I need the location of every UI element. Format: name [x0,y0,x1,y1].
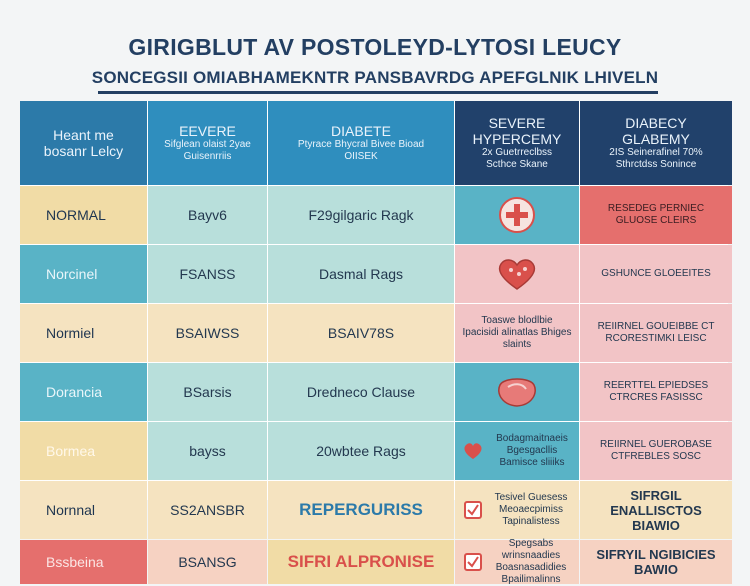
column-header-2 [268,101,454,185]
table-cell [580,245,732,303]
cell-text: REIIRNEL GUEROBASE CTFREBLES SOSC [600,439,712,462]
table-cell: Bormea [20,422,147,480]
table-cell: Dredneco Clause [268,363,454,421]
column-header-label: DIABECY GLABEMY [622,115,690,147]
table-cell: Dasmal Rags [268,245,454,303]
cell-text: Bodagmaitnaeis Bgesgacllis Bamisce sliiiks [496,433,568,468]
cell-text: SIFRGIL ENALLISCTOS BIAWIO [610,487,702,533]
table-cell: SIFRI ALPRONISE [268,540,454,584]
column-header-4 [580,101,732,185]
cell-text: REERTTEL EPIEDSES CTRCRES FASISSC [603,380,709,403]
table-cell [580,186,732,244]
table-cell: Normiel [20,304,147,362]
column-header-label: Heant me [53,127,114,143]
table-cell: SS2ANSBR [148,481,267,539]
column-header-3 [455,101,579,185]
cell-text: RESEDEG PERNIEC GLUOSE CLEIRS [607,203,705,226]
cell-text: SIFRYIL NGIBICIES BAWIO [596,547,716,577]
table-cell [455,186,579,244]
table-cell: REPERGURISS [268,481,454,539]
cell-text: REIIRNEL GOUEIBBE CT RCORESTIMKI LEISC [597,321,715,344]
table-cell: 20wbtee Rags [268,422,454,480]
heart-icon [459,247,575,301]
cell-text: Tesivel Guesess Meoaecpimiss Tapinalistess [494,492,568,527]
column-header-0 [20,101,147,185]
table-cell [455,540,579,584]
table-cell: Nornnal [20,481,147,539]
table-cell: BSAIWSS [148,304,267,362]
table-cell [580,304,732,362]
cell-text: Toaswe blodlbie Ipacisidi alinatlas Bhiges slaints [462,315,572,350]
comparison-table [20,101,728,585]
cell-text: GSHUNCE GLOEEITES [601,268,711,279]
table-cell [580,481,732,539]
table-cell [455,363,579,421]
page-title: GIRIGBLUT AV POSTOLEYD-LYTOSI LEUCY [128,34,622,60]
table-cell: BSANSG [148,540,267,584]
table-cell: BSarsis [148,363,267,421]
page-subtitle: SONCEGSII OMIABHAMEKNTR PANSBAVRDG APEFGLNIK LHIVELN [91,68,659,87]
column-header-sub: bosanr Lelcy [43,143,124,159]
column-header-1 [148,101,267,185]
checkbox-icon [463,552,483,572]
table-cell [580,422,732,480]
medical-cross-icon [459,188,575,242]
column-header-sub: Ptyrace Bhycral Bivee Bioad OIISEK [297,139,425,162]
organ-icon [459,365,575,419]
column-header-label: EEVERE [179,123,236,139]
table-cell [455,304,579,362]
table-cell: NORMAL [20,186,147,244]
table-cell: FSANSS [148,245,267,303]
column-header-sub: Sifglean olaist 2yae Guisenrriis [164,139,251,162]
table-cell: Dorancia [20,363,147,421]
column-header-label: DIABETE [331,123,391,139]
table-cell [455,245,579,303]
table-cell: Norcinel [20,245,147,303]
heart-icon [462,441,484,461]
table-cell: bayss [148,422,267,480]
checkbox-icon [463,500,483,520]
cell-text: Spegsabs wrinsnaadies Boasnasadidies Bpailimalinns [495,538,567,585]
table-cell [455,481,579,539]
table-cell: Bssbeina [20,540,147,584]
table-cell [580,363,732,421]
table-cell [455,422,579,480]
table-cell: BSAIV78S [268,304,454,362]
title-underline [98,91,658,94]
column-header-label: SEVERE HYPERCEMY [472,115,562,147]
table-cell: Bayv6 [148,186,267,244]
table-cell [580,540,732,584]
column-header-sub: 2x Guetrreclbss Scthce Skane [481,147,553,170]
table-cell: F29gilgaric Ragk [268,186,454,244]
column-header-sub: 2IS Seinerafinel 70% Sthrctdss Sonince [609,147,703,170]
